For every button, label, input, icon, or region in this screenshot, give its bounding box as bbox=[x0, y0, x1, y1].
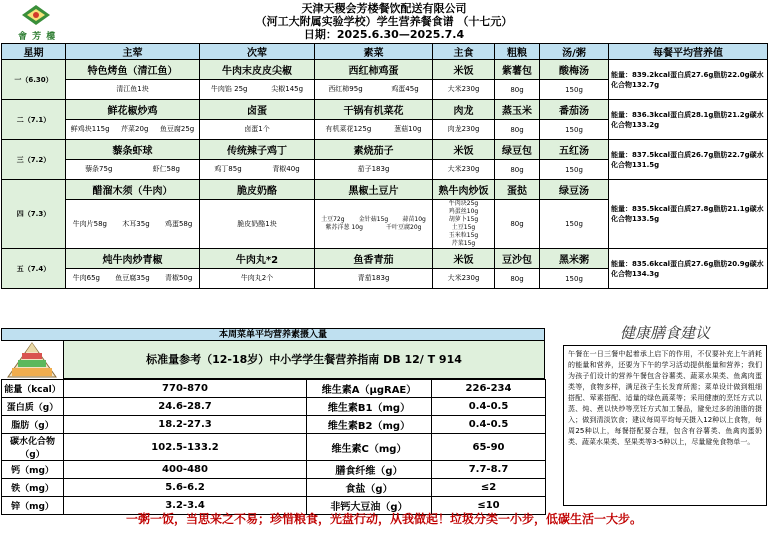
nutrient-label: 食盐（g） bbox=[307, 479, 432, 497]
nutrient-label: 维生素A（μgRAE） bbox=[307, 380, 432, 398]
grain-amount: 80g bbox=[495, 200, 540, 249]
col-second-meat: 次荤 bbox=[200, 44, 315, 60]
nutrient-value: ≤2 bbox=[432, 479, 546, 497]
ingredient-item: 土豆72g bbox=[321, 216, 345, 223]
company-name: 天津天稷会芳楼餐饮配送有限公司 bbox=[301, 2, 467, 15]
ingredient-item: 茄子183g bbox=[357, 165, 390, 173]
soup-amount: 150g bbox=[540, 269, 609, 289]
soup-dish: 五红汤 bbox=[540, 140, 609, 160]
nutrient-value: 226-234 bbox=[432, 380, 546, 398]
ingredient-item: 玉米粒15g bbox=[448, 232, 479, 239]
menu-header-row bbox=[2, 44, 768, 60]
staple-dish: 米饭 bbox=[433, 140, 495, 160]
main-meat-ingredients bbox=[66, 200, 200, 249]
grain-amount: 80g bbox=[495, 80, 540, 100]
ingredient-item: 蒜苗10g bbox=[402, 216, 426, 223]
header bbox=[0, 0, 768, 43]
col-main-meat: 主荤 bbox=[66, 44, 200, 60]
soup-dish: 番茄汤 bbox=[540, 100, 609, 120]
second-meat-dish: 传统辣子鸡丁 bbox=[200, 140, 315, 160]
second-meat-ingredients bbox=[200, 200, 315, 249]
vegetable-ingredients bbox=[315, 80, 433, 100]
ingredient-item: 大米230g bbox=[447, 85, 480, 93]
vegetable-ingredients bbox=[315, 200, 433, 249]
soup-dish: 酸梅汤 bbox=[540, 60, 609, 80]
staple-ingredients bbox=[433, 80, 495, 100]
nutrient-label: 维生素C（mg） bbox=[307, 434, 432, 461]
col-nutrition: 每餐平均营养值 bbox=[609, 44, 768, 60]
ingredient-item: 鱼豆腐35g bbox=[115, 274, 150, 282]
weekday-label: 二（7.1） bbox=[2, 100, 66, 140]
ingredient-item: 肉龙230g bbox=[447, 125, 480, 133]
vegetable-ingredients bbox=[315, 269, 433, 289]
ingredient-item: 青椒50g bbox=[164, 274, 193, 282]
logo-text: 會 芳 樓 bbox=[18, 32, 57, 42]
menu-dish-row bbox=[2, 180, 768, 200]
main-meat-dish: 藜条虾球 bbox=[66, 140, 200, 160]
main-meat-dish: 醋溜木须（牛肉） bbox=[66, 180, 200, 200]
nutrient-label: 非钙大豆油（g） bbox=[307, 497, 432, 515]
ingredient-item: 紫苏洋葱 10g bbox=[325, 224, 363, 231]
nutrient-value: 400-480 bbox=[64, 461, 307, 479]
staple-dish: 米饭 bbox=[433, 249, 495, 269]
food-pyramid-icon bbox=[7, 342, 57, 378]
grain-dish: 豆沙包 bbox=[495, 249, 540, 269]
second-meat-ingredients bbox=[200, 160, 315, 180]
vegetable-dish: 干锅有机菜花 bbox=[315, 100, 433, 120]
meal-nutrition-value: 能量：837.5kcal蛋白质26.7g脂肪22.7g碳水化合物131.5g bbox=[609, 140, 768, 180]
ingredient-item: 鸡丁85g bbox=[214, 165, 242, 173]
soup-amount: 150g bbox=[540, 160, 609, 180]
main-meat-dish: 特色烤鱼（清江鱼） bbox=[66, 60, 200, 80]
nutrient-value: 24.6-28.7 bbox=[64, 398, 307, 416]
ingredient-item: 鲜鸡块115g bbox=[70, 125, 110, 133]
col-weekday: 星期 bbox=[2, 44, 66, 60]
nutrient-label: 能量（kcal） bbox=[2, 380, 64, 398]
ingredient-item: 牛肉丸2个 bbox=[240, 274, 274, 282]
staple-dish: 肉龙 bbox=[433, 100, 495, 120]
ingredient-item: 芹菜15g bbox=[451, 240, 476, 247]
nutrient-label: 维生素B1（mg） bbox=[307, 398, 432, 416]
staple-dish: 米饭 bbox=[433, 60, 495, 80]
col-staple: 主食 bbox=[433, 44, 495, 60]
ingredient-item: 青茄183g bbox=[357, 274, 390, 282]
dietary-advice-text: 午餐在一日三餐中起着承上启下的作用，不仅要补充上午消耗的能量和营养，还要为下午的学习活动提供能量和营养；我们为孩子们设计的营养午餐包含谷薯类、蔬菜水果类、鱼禽肉蛋类等，食物多样，满足孩子生长发育所需；菜单设计做到粗细搭配、荤素搭配、适量的绿色蔬菜等；采用健康的烹饪方式以蒸、炖、煮以快炒等烹饪方式加工餐品，避免过多的油脂的摄入；做到清淡饮食；建议每周平均每天摄入12种以上食物，每周25种以上，每餐搭配要合理，包含有谷薯类、鱼禽肉蛋奶类、蔬菜水果类、坚果类等3-5种以上，尽量避免食物单一。 bbox=[563, 345, 767, 506]
dietary-advice-title: 健康膳食建议 bbox=[619, 324, 710, 342]
ingredient-item: 大米230g bbox=[447, 165, 480, 173]
nutrient-value: 0.4-0.5 bbox=[432, 416, 546, 434]
main-meat-dish: 鲜花椒炒鸡 bbox=[66, 100, 200, 120]
nutrient-label: 碳水化合物（g） bbox=[2, 434, 64, 461]
main-meat-ingredients bbox=[66, 160, 200, 180]
menu-dish-row bbox=[2, 140, 768, 160]
nutrient-value: 65-90 bbox=[432, 434, 546, 461]
soup-amount: 150g bbox=[540, 200, 609, 249]
nutrition-row bbox=[2, 479, 546, 497]
ingredient-item: 鱼豆腐25g bbox=[159, 125, 195, 133]
vegetable-dish: 西红柿鸡蛋 bbox=[315, 60, 433, 80]
grain-amount: 80g bbox=[495, 160, 540, 180]
menu-dish-row bbox=[2, 100, 768, 120]
grain-amount: 80g bbox=[495, 269, 540, 289]
nutrient-value: ≤10 bbox=[432, 497, 546, 515]
nutrient-label: 维生素B2（mg） bbox=[307, 416, 432, 434]
nutrient-value: 0.4-0.5 bbox=[432, 398, 546, 416]
ingredient-item: 有机菜花125g bbox=[325, 125, 372, 133]
nutrient-value: 7.7-8.7 bbox=[432, 461, 546, 479]
main-meat-ingredients bbox=[66, 269, 200, 289]
ingredient-item: 青椒40g bbox=[272, 165, 300, 173]
nutrient-value: 18.2-27.3 bbox=[64, 416, 307, 434]
ingredient-item: 牛肉馅 25g bbox=[210, 85, 248, 93]
staple-ingredients bbox=[433, 269, 495, 289]
ingredient-item: 尖椒145g bbox=[271, 85, 304, 93]
vegetable-dish: 鱼香青茄 bbox=[315, 249, 433, 269]
ingredient-item: 木耳35g bbox=[122, 219, 150, 228]
grain-dish: 蛋挞 bbox=[495, 180, 540, 200]
grain-amount: 80g bbox=[495, 120, 540, 140]
nutrient-value: 102.5-133.2 bbox=[64, 434, 307, 461]
weekly-nutrition-title: 本周菜单平均营养素摄入量 bbox=[1, 328, 545, 341]
staple-dish: 熟牛肉炒饭 bbox=[433, 180, 495, 200]
main-meat-ingredients bbox=[66, 80, 200, 100]
nutrition-row bbox=[2, 416, 546, 434]
ingredient-item: 牛肉片58g bbox=[72, 219, 107, 228]
ingredient-item: 清江鱼1块 bbox=[116, 85, 149, 93]
ingredient-item: 藜条75g bbox=[85, 165, 113, 173]
nutrient-label: 铁（mg） bbox=[2, 479, 64, 497]
nutrition-row bbox=[2, 380, 546, 398]
soup-amount: 150g bbox=[540, 120, 609, 140]
meal-nutrition-value: 能量：839.2kcal蛋白质27.6g脂肪22.0g碳水化合物132.7g bbox=[609, 60, 768, 100]
ingredient-item: 土豆15g bbox=[451, 224, 476, 231]
nutrition-row bbox=[2, 398, 546, 416]
weekday-label: 三（7.2） bbox=[2, 140, 66, 180]
nutrition-row bbox=[2, 434, 546, 461]
menu-dish-row bbox=[2, 60, 768, 80]
vegetable-ingredients bbox=[315, 160, 433, 180]
menu-subtitle: （河工大附属实验学校）学生营养餐食谱 （十七元） bbox=[255, 15, 513, 28]
ingredient-item: 千叶豆腐20g bbox=[386, 224, 422, 231]
weekly-nutrition-panel bbox=[1, 328, 545, 513]
ingredient-item: 脆皮奶酪1块 bbox=[237, 219, 277, 228]
vegetable-dish: 素烧茄子 bbox=[315, 140, 433, 160]
vegetable-ingredients bbox=[315, 120, 433, 140]
nutrient-value: 5.6-6.2 bbox=[64, 479, 307, 497]
nutrient-label: 蛋白质（g） bbox=[2, 398, 64, 416]
weekday-label: 五（7.4） bbox=[2, 249, 66, 289]
grain-dish: 绿豆包 bbox=[495, 140, 540, 160]
menu-dish-row bbox=[2, 249, 768, 269]
date-range: 日期：2025.6.30—2025.7.4 bbox=[303, 28, 465, 41]
ingredient-item: 芹菜20g bbox=[121, 125, 149, 133]
nutrient-label: 锌（mg） bbox=[2, 497, 64, 515]
weekday-label: 一（6.30） bbox=[2, 60, 66, 100]
staple-ingredients bbox=[433, 160, 495, 180]
ingredient-item: 葱菇10g bbox=[394, 125, 422, 133]
second-meat-dish: 牛肉丸*2 bbox=[200, 249, 315, 269]
ingredient-item: 鸡蛋58g bbox=[164, 219, 193, 228]
second-meat-ingredients bbox=[200, 269, 315, 289]
ingredient-item: 胡萝卜15g bbox=[448, 216, 479, 223]
meal-nutrition-value: 能量：835.5kcal蛋白质27.8g脂肪21.1g碳水化合物133.5g bbox=[609, 180, 768, 249]
meal-nutrition-value: 能量：835.6kcal蛋白质27.6g脂肪20.9g碳水化合物134.3g bbox=[609, 249, 768, 289]
soup-amount: 150g bbox=[540, 80, 609, 100]
bottom-section bbox=[1, 324, 767, 513]
vegetable-dish: 黑椒土豆片 bbox=[315, 180, 433, 200]
nutrition-row bbox=[2, 461, 546, 479]
second-meat-dish: 脆皮奶酪 bbox=[200, 180, 315, 200]
weekday-label: 四（7.3） bbox=[2, 180, 66, 249]
nutrition-intake-table bbox=[1, 379, 546, 515]
meal-nutrition-value: 能量：836.3kcal蛋白质28.1g脂肪21.2g碳水化合物133.2g bbox=[609, 100, 768, 140]
staple-ingredients bbox=[433, 200, 495, 249]
col-vegetable: 素菜 bbox=[315, 44, 433, 60]
col-grain: 粗粮 bbox=[495, 44, 540, 60]
ingredient-item: 金针菇15g bbox=[358, 216, 389, 223]
dietary-advice-panel bbox=[563, 324, 767, 506]
grain-dish: 蒸玉米 bbox=[495, 100, 540, 120]
second-meat-ingredients bbox=[200, 120, 315, 140]
second-meat-ingredients bbox=[200, 80, 315, 100]
ingredient-item: 虾仁58g bbox=[152, 165, 180, 173]
weekly-menu-table bbox=[1, 43, 768, 289]
col-soup: 汤/粥 bbox=[540, 44, 609, 60]
second-meat-dish: 牛肉末皮皮尖椒 bbox=[200, 60, 315, 80]
ingredient-item: 卤蛋1个 bbox=[244, 125, 270, 133]
staple-ingredients bbox=[433, 120, 495, 140]
nutrient-value: 770-870 bbox=[64, 380, 307, 398]
ingredient-item: 鸡蛋丝10g bbox=[448, 208, 479, 215]
nutrient-label: 膳食纤维（g） bbox=[307, 461, 432, 479]
nutrition-standard-reference: 标准量参考（12-18岁）中小学学生餐营养指南 DB 12/ T 914 bbox=[63, 341, 545, 379]
soup-dish: 黑米粥 bbox=[540, 249, 609, 269]
nutrient-value: 3.2-3.4 bbox=[64, 497, 307, 515]
main-meat-ingredients bbox=[66, 120, 200, 140]
ingredient-item: 大米230g bbox=[447, 274, 480, 282]
second-meat-dish: 卤蛋 bbox=[200, 100, 315, 120]
soup-dish: 绿豆汤 bbox=[540, 180, 609, 200]
ingredient-item: 牛肉块25g bbox=[448, 200, 479, 207]
ingredient-item: 牛肉65g bbox=[72, 274, 100, 282]
nutrient-label: 脂肪（g） bbox=[2, 416, 64, 434]
ingredient-item: 鸡蛋45g bbox=[391, 85, 419, 93]
ingredient-item: 西红柿95g bbox=[328, 85, 363, 93]
nutrient-label: 钙（mg） bbox=[2, 461, 64, 479]
footer-slogan: 一粥一饭，当思来之不易；珍惜粮食，光盘行动，从我做起！垃圾分类一小步，低碳生活一大步。 bbox=[125, 512, 642, 526]
main-meat-dish: 炖牛肉炒青椒 bbox=[66, 249, 200, 269]
grain-dish: 紫薯包 bbox=[495, 60, 540, 80]
